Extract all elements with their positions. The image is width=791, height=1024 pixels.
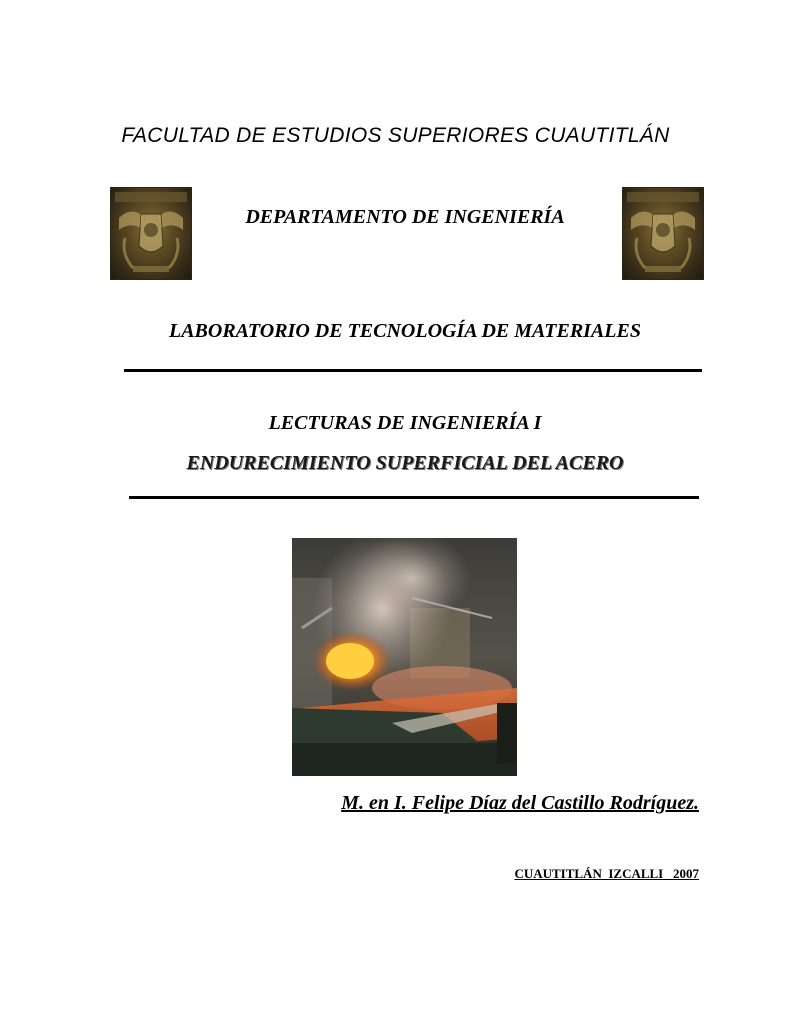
university-seal-icon xyxy=(622,187,704,280)
author-name: M. en I. Felipe Díaz del Castillo Rodríguez. xyxy=(341,792,699,814)
university-seal-icon xyxy=(110,187,192,280)
footer-place-year: CUAUTITLÁN IZCALLI 2007 xyxy=(514,866,699,881)
divider-bottom xyxy=(129,496,699,499)
department-title: DEPARTAMENTO DE INGENIERÍA xyxy=(245,206,565,228)
series-title: LECTURAS DE INGENIERÍA I xyxy=(268,412,542,434)
document-topic-title: ENDURECIMIENTO SUPERFICIAL DEL ACERO xyxy=(186,452,624,474)
cover-photo xyxy=(292,538,517,776)
faculty-title: FACULTAD DE ESTUDIOS SUPERIORES CUAUTITLÁN xyxy=(121,124,670,147)
laboratory-title: LABORATORIO DE TECNOLOGÍA DE MATERIALES xyxy=(169,320,641,342)
divider-top xyxy=(124,369,702,372)
